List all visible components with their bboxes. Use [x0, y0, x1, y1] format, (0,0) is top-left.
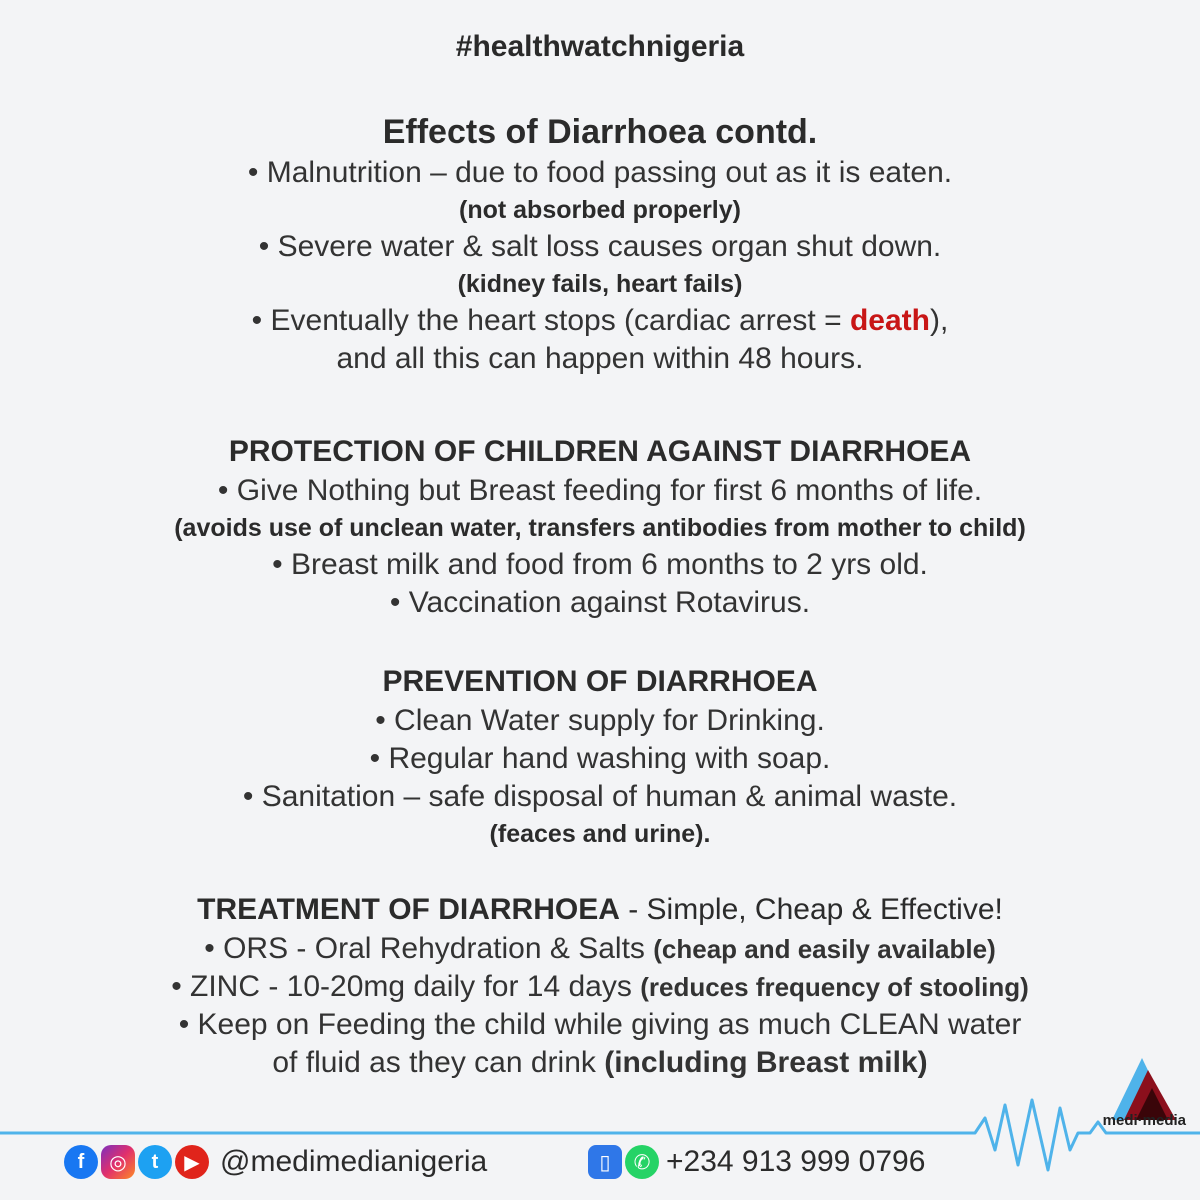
treatment-item-1 — [0, 930, 1200, 968]
hashtag: #healthwatchnigeria — [455, 30, 745, 63]
treatment-heading-text: TREATMENT OF DIARRHOEA — [197, 893, 620, 926]
effects-line-3-pre: • Eventually the heart stops (cardiac arrest = — [251, 304, 850, 337]
effects-line-4: and all this can happen within 48 hours. — [336, 342, 864, 375]
protection-item-1: • Give Nothing but Breast feeding for first 6 months of life. — [217, 474, 983, 507]
instagram-icon[interactable]: ◎ — [101, 1145, 135, 1179]
youtube-icon[interactable]: ▶ — [175, 1145, 209, 1179]
effects-line-3 — [0, 302, 1200, 340]
treatment-item-3: • Keep on Feeding the child while giving as much CLEAN water — [178, 1008, 1022, 1041]
treatment-item-4 — [0, 1044, 1200, 1082]
prevention-item-1: • Clean Water supply for Drinking. — [375, 704, 825, 737]
protection-item-1-note: (avoids use of unclean water, transfers antibodies from mother to child) — [174, 514, 1026, 542]
protection-item-2: • Breast milk and food from 6 months to 2 yrs old. — [272, 548, 928, 581]
treatment-section — [0, 890, 1200, 1082]
facebook-icon[interactable]: f — [64, 1145, 98, 1179]
twitter-icon[interactable]: t — [138, 1145, 172, 1179]
death-word: death — [849, 304, 930, 337]
brand-name: medi·media — [1102, 1112, 1186, 1129]
effects-line-1: • Malnutrition – due to food passing out as it is eaten. — [247, 156, 953, 189]
phone-number[interactable]: +234 913 999 0796 — [666, 1145, 926, 1178]
treatment-item-2-note: (reduces frequency of stooling) — [640, 972, 1029, 1002]
prevention-heading — [0, 662, 1200, 702]
effects-line-1-note: (not absorbed properly) — [459, 196, 741, 224]
treatment-item-2-text: • ZINC - 10-20mg daily for 14 days — [171, 970, 641, 1003]
treatment-heading — [0, 890, 1200, 930]
treatment-heading-rest: - Simple, Cheap & Effective! — [619, 893, 1003, 926]
effects-line-3-post: ), — [929, 304, 949, 337]
contact-footer — [588, 1140, 925, 1184]
treatment-item-4-note: (including Breast milk) — [604, 1046, 928, 1079]
treatment-item-1-text: • ORS - Oral Rehydration & Salts — [204, 932, 654, 965]
protection-heading-text: PROTECTION OF CHILDREN AGAINST DIARRHOEA — [228, 435, 972, 468]
treatment-item-2 — [0, 968, 1200, 1006]
effects-title: Effects of Diarrhoea contd. — [382, 113, 818, 151]
social-handle[interactable]: @medimedianigeria — [220, 1145, 488, 1178]
treatment-item-1-note: (cheap and easily available) — [653, 934, 996, 964]
effects-section — [0, 110, 1200, 378]
prevention-heading-text: PREVENTION OF DIARRHOEA — [382, 665, 818, 698]
effects-line-2: • Severe water & salt loss causes organ shut down. — [258, 230, 942, 263]
whatsapp-icon: ✆ — [625, 1145, 659, 1179]
prevention-item-2: • Regular hand washing with soap. — [369, 742, 831, 775]
effects-line-2-note: (kidney fails, heart fails) — [457, 270, 743, 298]
prevention-section — [0, 662, 1200, 852]
prevention-item-3-note: (feaces and urine). — [489, 820, 711, 848]
protection-heading — [0, 432, 1200, 472]
phone-icon: ▯ — [588, 1145, 622, 1179]
treatment-item-4-text: of fluid as they can drink — [272, 1046, 605, 1079]
protection-section — [0, 432, 1200, 622]
prevention-item-3: • Sanitation – safe disposal of human & animal waste. — [242, 780, 958, 813]
protection-item-3: • Vaccination against Rotavirus. — [389, 586, 811, 619]
social-footer — [64, 1140, 487, 1184]
